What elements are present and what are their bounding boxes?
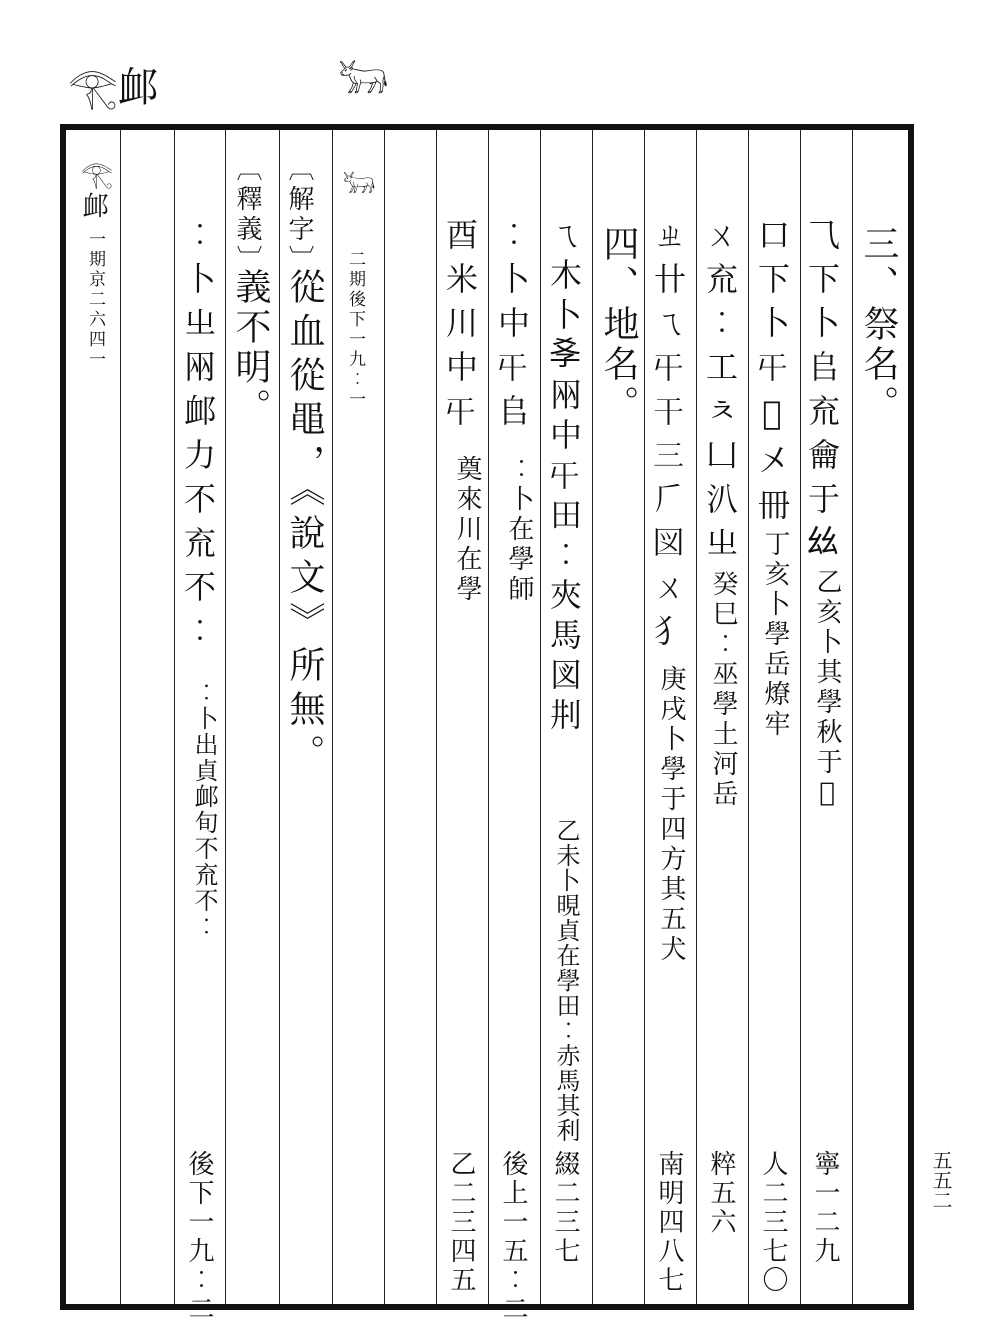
column-rule	[748, 130, 749, 1304]
source-reference: 南明四八七	[654, 1150, 684, 1295]
glyph-small: 𓂀䘏	[78, 150, 108, 218]
meaning-text: 義不明。	[230, 268, 271, 428]
inscription-transcription: 丁亥卜學岳燎牢	[760, 530, 790, 740]
column-rule	[174, 130, 175, 1304]
column-rule	[120, 130, 121, 1304]
inscription-transcription: 乙未卜晛貞在學田︰赤馬其利	[552, 818, 580, 1143]
source-reference: 乙二三四五	[446, 1150, 476, 1295]
column-rule	[696, 130, 697, 1304]
source-reference: 粹五六	[706, 1150, 736, 1237]
source-reference: 綴二三七	[550, 1150, 580, 1266]
inscription-transcription: 庚戌卜學于四方其五犬	[656, 665, 686, 965]
column-rule	[488, 130, 489, 1304]
page-number: 五五二	[929, 1150, 953, 1210]
period-source-note: 一期京二六四一	[85, 230, 105, 370]
column-rule	[225, 130, 226, 1304]
inscription-oracle: ︰卜中𡕒𠂤	[493, 218, 531, 438]
column-rule	[592, 130, 593, 1304]
label-shiyi: 〔釋義〕	[232, 155, 262, 275]
glyph-small: 𓃒	[340, 160, 370, 202]
inscription-oracle: ㄓ卄ㄟ𡕒干三𠂆図ㄨ犭	[649, 218, 687, 658]
section-heading-sacrifice: 三、祭名。	[858, 225, 899, 425]
label-jiezi: 〔解字〕	[284, 155, 314, 275]
column-rule	[332, 130, 333, 1304]
column-rule	[384, 130, 385, 1304]
source-reference: 寧一二九	[810, 1150, 840, 1266]
column-rule	[800, 130, 801, 1304]
section-heading-place: 四、地名。	[598, 225, 639, 425]
inscription-transcription: 乙亥卜其學秋于𤉲	[812, 568, 842, 812]
inscription-oracle: ㄟ木卜𡥈㒳中𡕒田︰夾馬図㓝	[545, 218, 583, 738]
inscription-transcription: ︰卜出貞䘏旬不㐬不︰	[190, 680, 218, 940]
column-rule	[852, 130, 853, 1304]
inscription-transcription: ︰卜在學師	[504, 455, 534, 605]
inscription-oracle: ︰卜㞢㒳䘏力不㐬不︰	[179, 218, 217, 658]
explanation-text: 從血從黽，《說文》所無。	[284, 268, 325, 778]
source-reference: 後上一五︰二	[498, 1150, 528, 1324]
header-glyph-left: 𓂀䘏	[68, 65, 158, 111]
inscription-oracle: ⾣米川中𡕒	[441, 218, 479, 438]
period-source-note: 二期後下一九︰一	[345, 250, 365, 410]
source-reference: 後下一九︰二	[184, 1150, 214, 1324]
inscription-oracle: ⺄下卜𠂤㐬龠于𢆶	[803, 218, 841, 570]
inscription-oracle: ㄨ㐬︰工ㅊ凵汃㞢	[701, 218, 739, 570]
column-rule	[279, 130, 280, 1304]
inscription-oracle: 口下卜𡕒𡵂㐅冊	[753, 218, 791, 532]
source-reference: 人二三七〇	[758, 1150, 788, 1295]
column-rule	[436, 130, 437, 1304]
inscription-transcription: 奠來川在學	[452, 455, 482, 605]
column-rule	[644, 130, 645, 1304]
inscription-transcription: 癸巳︰巫學土河岳	[708, 570, 738, 810]
header-glyph-right: 𓃒	[338, 57, 389, 103]
column-rule	[540, 130, 541, 1304]
